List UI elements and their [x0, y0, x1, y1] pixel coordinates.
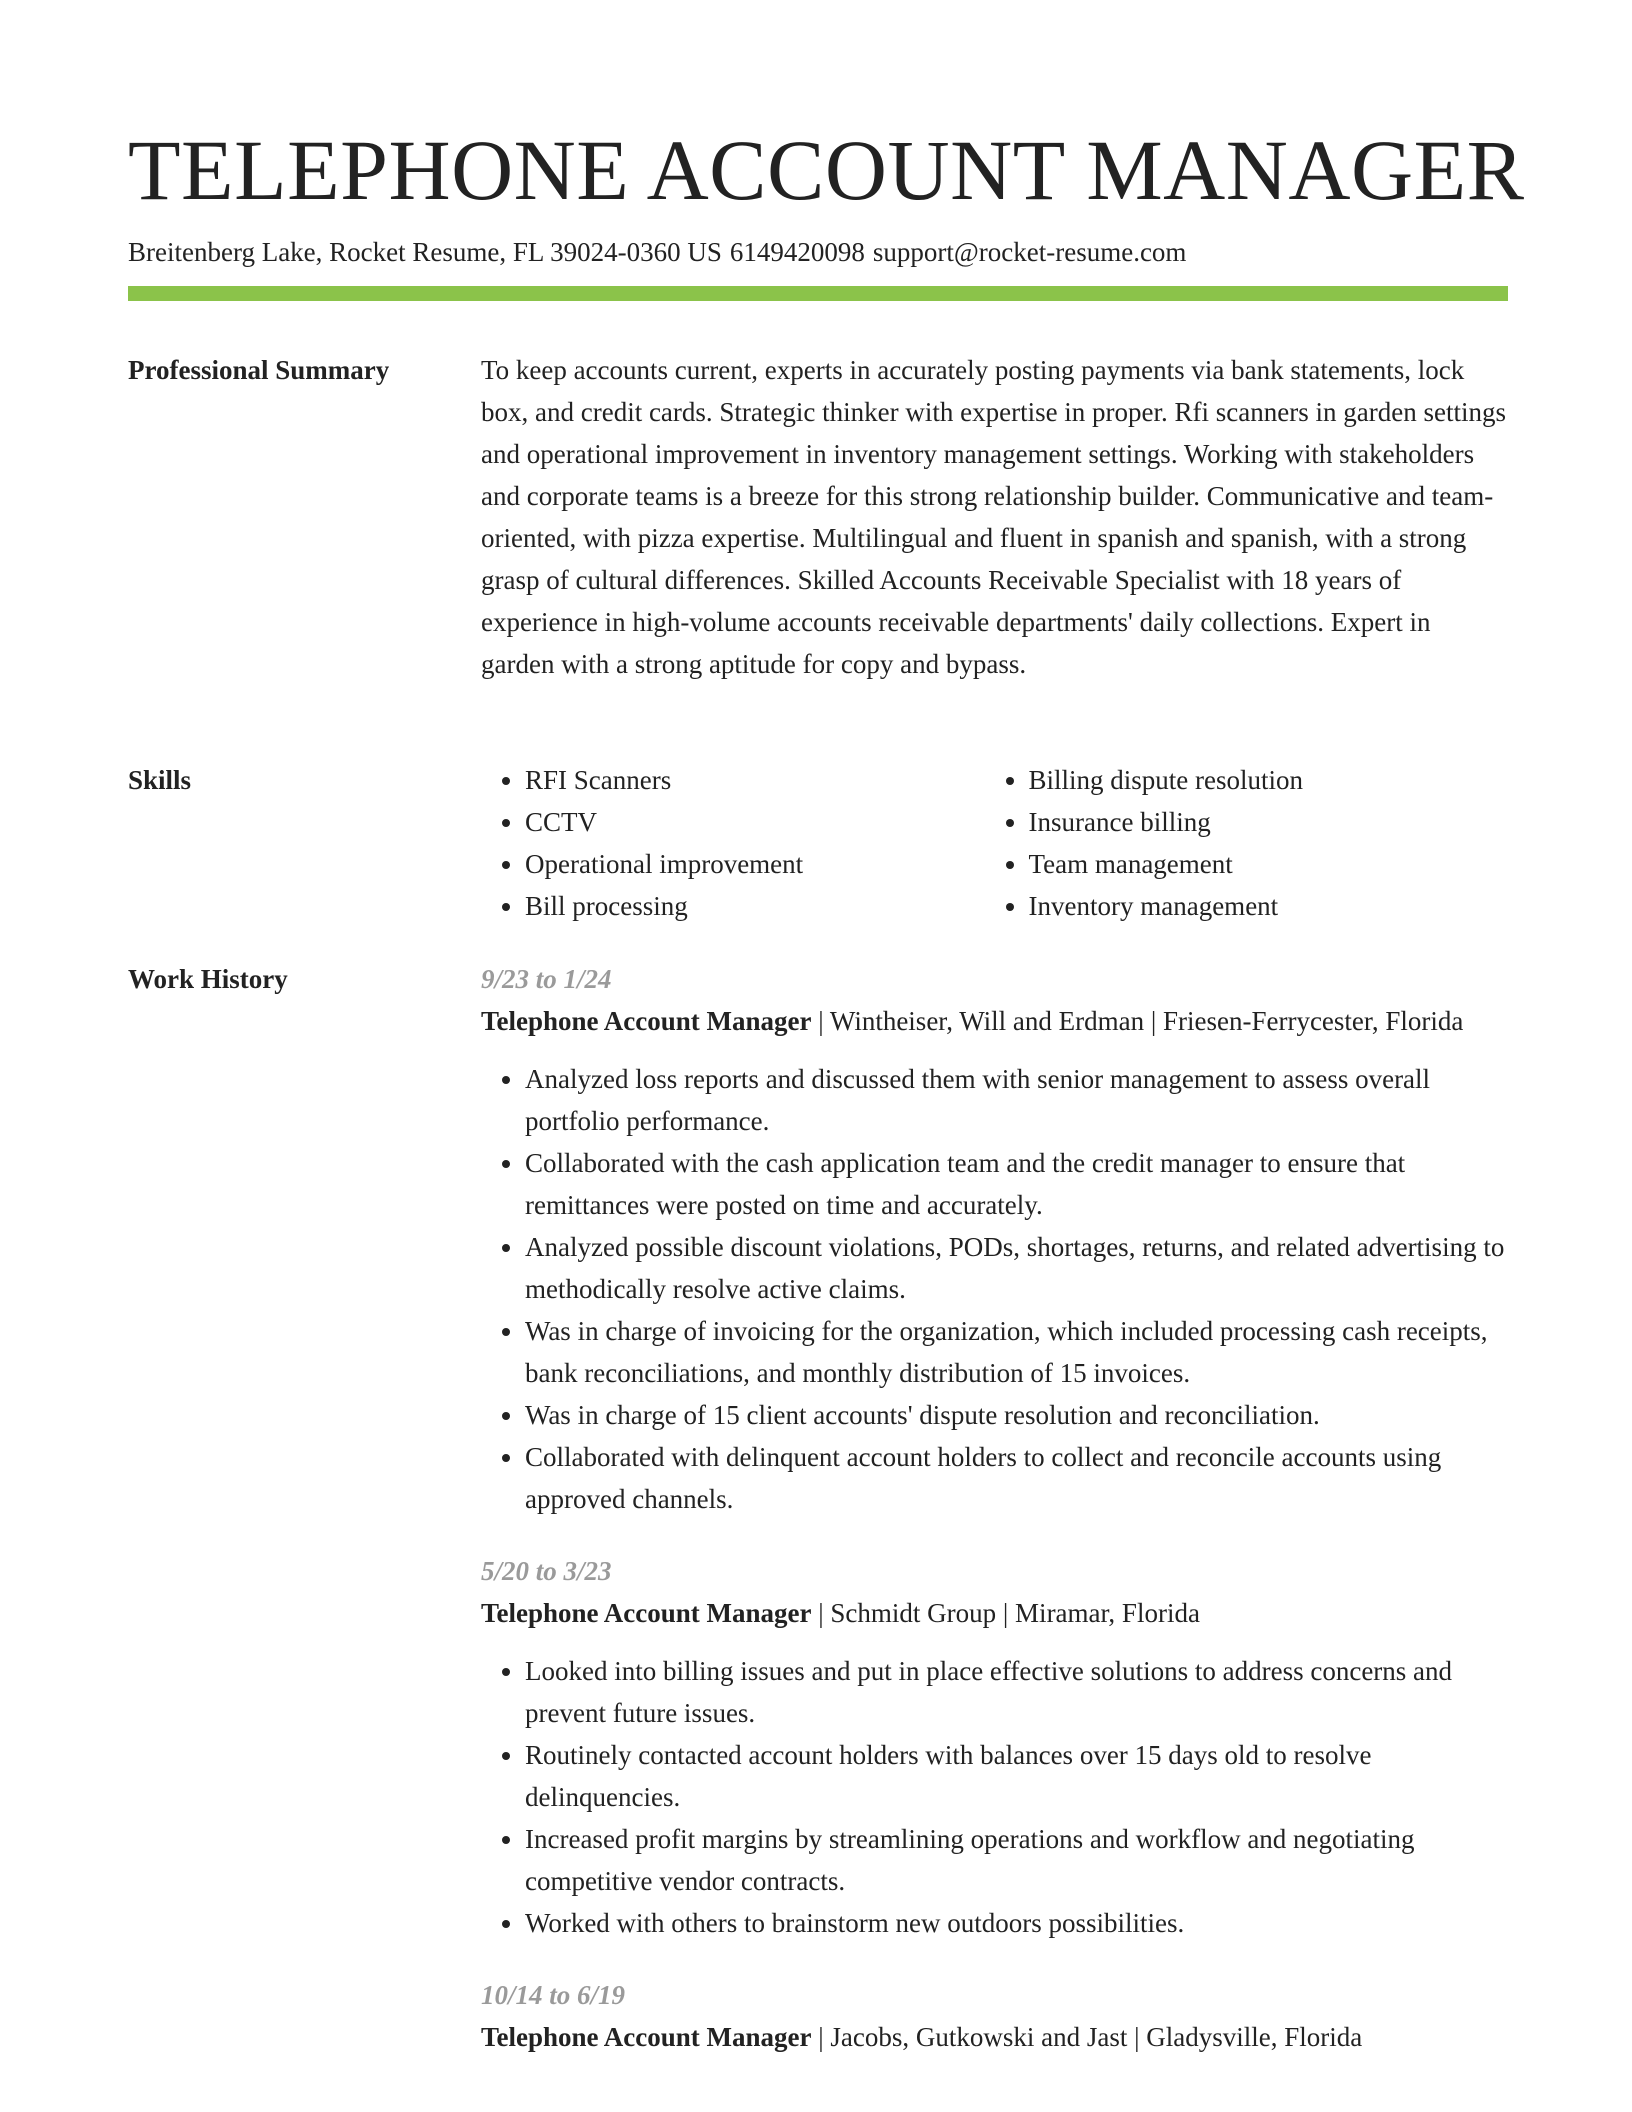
job-title-line — [481, 1000, 1508, 1042]
skill-item: • Inventory management — [1029, 885, 1508, 927]
skills-column-2 — [985, 759, 1508, 927]
job-bullets — [481, 1650, 1508, 1944]
candidate-name: TELEPHONE ACCOUNT MANAGER — [128, 122, 1525, 218]
summary-section — [128, 349, 1508, 685]
work-history-section — [128, 958, 1508, 2088]
job-entry — [481, 1974, 1508, 2058]
job-title: Telephone Account Manager — [481, 1006, 812, 1036]
job-entry — [481, 958, 1508, 1520]
header-divider — [128, 286, 1508, 301]
job-entry — [481, 1550, 1508, 1944]
job-title: Telephone Account Manager — [481, 2022, 812, 2052]
summary-body — [481, 349, 1508, 685]
job-title: Telephone Account Manager — [481, 1598, 812, 1628]
job-bullet: • Analyzed possible discount violations, PODs, shortages, returns, and related advertising to methodically resolve active claims. — [525, 1226, 1508, 1310]
job-dates: 10/14 to 6/19 — [481, 1980, 626, 2010]
job-bullet: • Collaborated with the cash application team and the credit manager to ensure that remittances were posted on time and accurately. — [525, 1142, 1508, 1226]
work-history-body — [481, 958, 1508, 2088]
job-bullet: • Collaborated with delinquent account holders to collect and reconcile accounts using approved channels. — [525, 1436, 1508, 1520]
job-bullets — [481, 1058, 1508, 1520]
skill-item: • Insurance billing — [1029, 801, 1508, 843]
job-bullet: • Worked with others to brainstorm new outdoors possibilities. — [525, 1902, 1508, 1944]
skills-grid — [481, 759, 1508, 927]
contact-email[interactable]: support@rocket-resume.com — [872, 237, 1187, 267]
skill-item: • RFI Scanners — [525, 759, 985, 801]
contact-line — [128, 234, 1508, 270]
summary-text: To keep accounts current, experts in accurately posting payments via bank statements, lock box, and credit cards. Strategic thinker with expertise in proper. Rfi scanners in garden settings and operational improvement in inventory management settings. Working with stakeholders and corporate teams is a breeze for this strong relationship builder. Communicative and team-oriented, with pizza expertise. Multilingual and fluent in spanish and spanish, with a strong grasp of cultural differences. Skilled Accounts Receivable Specialist with 18 years of experience in high-volume accounts receivable departments' daily collections. Expert in garden with a strong aptitude for copy and bypass. — [481, 355, 1506, 679]
job-title-line — [481, 1592, 1508, 1634]
section-label-skills: Skills — [128, 765, 192, 795]
job-details: | Wintheiser, Will and Erdman | Friesen-Ferrycester, Florida — [811, 1006, 1464, 1036]
job-bullet: • Routinely contacted account holders with balances over 15 days old to resolve delinquencies. — [525, 1734, 1508, 1818]
skill-item: • Billing dispute resolution — [1029, 759, 1508, 801]
skills-body — [481, 759, 1508, 927]
job-details: | Schmidt Group | Miramar, Florida — [811, 1598, 1200, 1628]
contact-address: Breitenberg Lake, Rocket Resume, FL 39024-0360 US — [128, 237, 722, 267]
skill-item: • Bill processing — [525, 885, 985, 927]
resume-header — [128, 118, 1525, 270]
skills-section — [128, 759, 1508, 927]
section-label-summary: Professional Summary — [128, 355, 390, 385]
job-title-line — [481, 2016, 1508, 2058]
section-label-work-history: Work History — [128, 964, 288, 994]
job-dates: 9/23 to 1/24 — [481, 964, 612, 994]
job-bullet: • Looked into billing issues and put in place effective solutions to address concerns and prevent future issues. — [525, 1650, 1508, 1734]
job-details: | Jacobs, Gutkowski and Jast | Gladysville, Florida — [811, 2022, 1363, 2052]
contact-phone: 6149420098 — [729, 237, 865, 267]
job-dates: 5/20 to 3/23 — [481, 1556, 612, 1586]
job-bullet: • Increased profit margins by streamlining operations and workflow and negotiating competitive vendor contracts. — [525, 1818, 1508, 1902]
skill-item: • CCTV — [525, 801, 985, 843]
skill-item: • Team management — [1029, 843, 1508, 885]
job-bullet: • Analyzed loss reports and discussed them with senior management to assess overall portfolio performance. — [525, 1058, 1508, 1142]
skills-column-1 — [481, 759, 985, 927]
skill-item: • Operational improvement — [525, 843, 985, 885]
job-bullet: • Was in charge of 15 client accounts' dispute resolution and reconciliation. — [525, 1394, 1508, 1436]
job-bullet: • Was in charge of invoicing for the organization, which included processing cash receipts, bank reconciliations, and monthly distribution of 15 invoices. — [525, 1310, 1508, 1394]
